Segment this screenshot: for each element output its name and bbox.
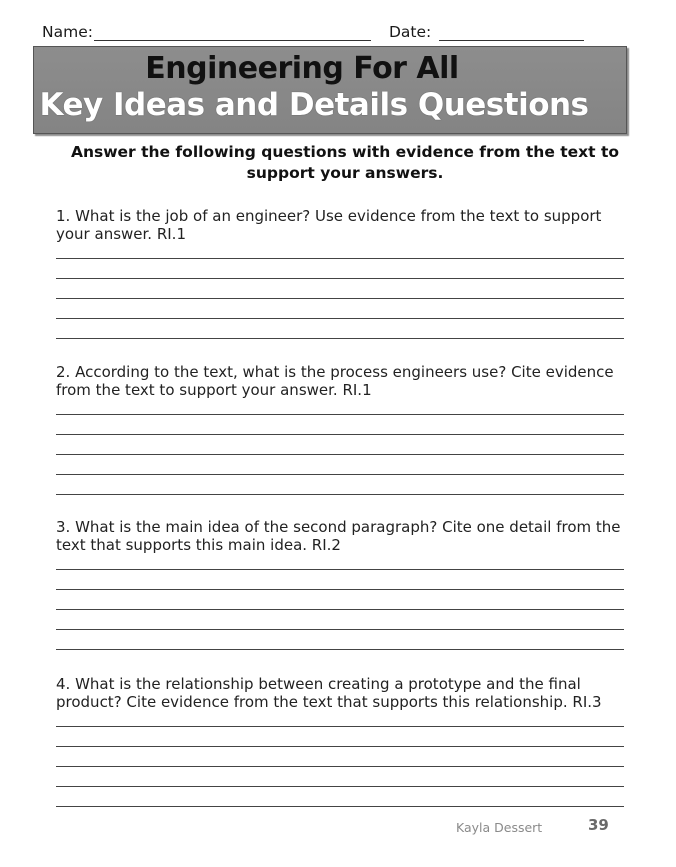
answer-line[interactable] xyxy=(56,278,624,279)
answer-line[interactable] xyxy=(56,629,624,630)
answer-line[interactable] xyxy=(56,298,624,299)
name-field[interactable] xyxy=(94,40,371,41)
answer-line[interactable] xyxy=(56,589,624,590)
answer-line[interactable] xyxy=(56,569,624,570)
footer-author: Kayla Dessert xyxy=(456,820,543,835)
question-1: 1. What is the job of an engineer? Use evidence from the text to support your answer. RI.1 xyxy=(56,207,602,243)
answer-line[interactable] xyxy=(56,454,624,455)
name-label: Name: xyxy=(42,23,93,41)
answer-line[interactable] xyxy=(56,746,624,747)
answer-line[interactable] xyxy=(56,338,624,339)
worksheet-subtitle: Key Ideas and Details Questions xyxy=(39,87,589,123)
answer-line[interactable] xyxy=(56,474,624,475)
answer-line[interactable] xyxy=(56,414,624,415)
instructions: Answer the following questions with evidence from the text to support your answers. xyxy=(70,143,620,182)
answer-line[interactable] xyxy=(56,494,624,495)
answer-line[interactable] xyxy=(56,649,624,650)
answer-line[interactable] xyxy=(56,766,624,767)
question-2: 2. According to the text, what is the process engineers use? Cite evidence from the text to support your answer. RI.1 xyxy=(56,363,614,399)
name-date-row xyxy=(42,22,602,44)
answer-line[interactable] xyxy=(56,318,624,319)
answer-line[interactable] xyxy=(56,258,624,259)
answer-line[interactable] xyxy=(56,786,624,787)
answer-line[interactable] xyxy=(56,609,624,610)
page-number: 39 xyxy=(588,816,609,834)
answer-line[interactable] xyxy=(56,726,624,727)
worksheet-title: Engineering For All xyxy=(145,51,459,86)
answer-line[interactable] xyxy=(56,434,624,435)
date-field[interactable] xyxy=(439,40,584,41)
title-banner xyxy=(33,46,627,134)
answer-line[interactable] xyxy=(56,806,624,807)
date-label: Date: xyxy=(389,23,432,41)
question-3: 3. What is the main idea of the second paragraph? Cite one detail from the text that supports this main idea. RI.2 xyxy=(56,518,621,554)
question-4: 4. What is the relationship between creating a prototype and the final product? Cite evidence from the text that supports this relationship. RI.3 xyxy=(56,675,602,711)
